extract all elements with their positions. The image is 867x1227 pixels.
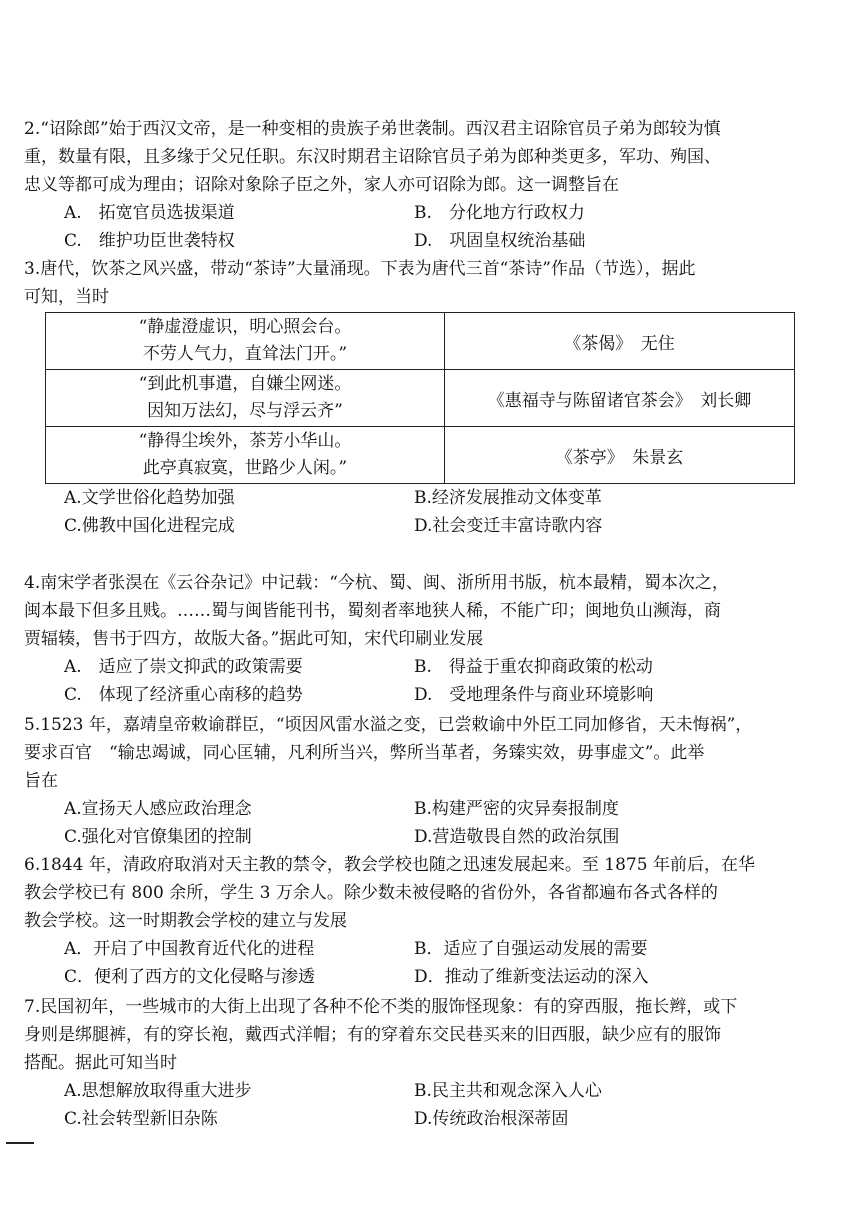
option-a[interactable]: A.文学世俗化趋势加强 [64,488,235,508]
option-d[interactable]: D．推动了维新变法运动的深入 [414,967,649,987]
question-5-line: 5.1523 年，嘉靖皇帝敕谕群臣，“顷因风雷水溢之变，已尝敕谕中外臣工同加修省，天未悔祸”， [24,715,753,735]
poem-source-cell: 《惠福寺与陈留诸官茶会》 刘长卿 [445,370,795,427]
option-a[interactable]: A.宣扬天人感应政治理念 [64,799,252,819]
question-2-line: 重，数量有限，且多缘于父兄任职。东汉时期君主诏除官员子弟为郎种类更多，军功、殉国、 [24,147,721,167]
question-3 [24,255,824,311]
question-4 [24,569,824,709]
option-d[interactable]: D. 受地理条件与商业环境影响 [414,685,654,705]
question-6-options-row [24,963,824,991]
poem-line: “静得尘埃外，茶芳小华山。 [138,431,352,451]
poem-line: 因知万法幻，尽与浮云齐” [147,401,343,421]
question-2-options-row [24,227,824,255]
question-6-line: 教会学校。这一时期教会学校的建立与发展 [24,911,347,931]
option-b[interactable]: B.民主共和观念深入人心 [414,1081,602,1101]
question-7-line: 7.民国初年，一些城市的大街上出现了各种不伦不类的服饰怪现象：有的穿西服，拖长辫，或下 [24,997,738,1017]
question-7 [24,993,824,1133]
option-d[interactable]: D.社会变迁丰富诗歌内容 [414,516,603,536]
poem-cell [46,427,445,484]
option-c[interactable]: C. 体现了经济重心南移的趋势 [64,685,303,705]
option-b[interactable]: B.构建严密的灾异奏报制度 [414,799,619,819]
poem-cell [46,313,445,370]
question-3-options-row [24,512,824,540]
option-c[interactable]: C.社会转型新旧杂陈 [64,1109,218,1129]
question-5 [24,711,824,851]
option-b[interactable]: B．适应了自强运动发展的需要 [414,939,648,959]
question-7-options-row [24,1077,824,1105]
table-row [46,313,795,370]
question-3-options [24,484,824,540]
question-7-line: 搭配。据此可知当时 [24,1053,177,1073]
question-6-line: 6.1844 年，清政府取消对天主教的禁令，教会学校也随之迅速发展起来。至 1875 年前后，在华 [24,855,755,875]
poem-line: 此亭真寂寞，世路少人闲。” [142,458,348,478]
option-b[interactable]: B.经济发展推动文体变革 [414,488,602,508]
question-2 [24,115,824,255]
question-7-line: 身则是绑腿裤，有的穿长袍，戴西式洋帽；有的穿着东交民巷买来的旧西服，缺少应有的服饰 [24,1025,721,1045]
question-4-line: 闽本最下但多且贱。……蜀与闽皆能刊书，蜀刻者率地狭人稀，不能广印；闽地负山濒海，商 [24,601,721,621]
poem-source-cell: 《茶偈》 无住 [445,313,795,370]
option-a[interactable]: A. 拓宽官员选拔渠道 [64,203,235,223]
question-4-line: 4.南宋学者张淏在《云谷杂记》中记载：“今杭、蜀、闽、浙所用书版，杭本最精，蜀本次之， [24,573,729,593]
option-a[interactable]: A. 适应了崇文抑武的政策需要 [64,657,303,677]
option-a[interactable]: A.思想解放取得重大进步 [64,1081,252,1101]
question-2-line: 忠义等都可成为理由；诏除对象除子臣之外，家人亦可诏除为郎。这一调整旨在 [24,175,619,195]
option-b[interactable]: B. 分化地方行政权力 [414,203,585,223]
option-c[interactable]: C.佛教中国化进程完成 [64,516,235,536]
table-row [46,370,795,427]
poem-line: “到此机事遣，自嫌尘网迷。 [138,374,352,394]
option-d[interactable]: D. 巩固皇权统治基础 [414,231,586,251]
question-3-line: 3.唐代，饮茶之风兴盛，带动“茶诗”大量涌现。下表为唐代三首“茶诗”作品（节选），据此 [24,259,696,279]
question-3-line: 可知，当时 [24,287,109,307]
option-b[interactable]: B. 得益于重农抑商政策的松动 [414,657,653,677]
option-c[interactable]: C. 维护功臣世袭特权 [64,231,235,251]
question-5-line: 旨在 [24,771,58,791]
table-row [46,427,795,484]
question-6-options-row [24,935,824,963]
question-6 [24,851,824,991]
question-4-options-row [24,653,824,681]
option-c[interactable]: C.强化对官僚集团的控制 [64,827,252,847]
question-4-line: 贾辐辏，售书于四方，故版大备。”据此可知，宋代印刷业发展 [24,629,484,649]
poem-cell [46,370,445,427]
poem-line: “静虚澄虚识，明心照会台。 [138,317,352,337]
question-2-options-row [24,199,824,227]
tea-poem-table [45,312,795,484]
poem-source-cell: 《茶亭》 朱景玄 [445,427,795,484]
question-4-options-row [24,681,824,709]
question-2-line: 2.“诏除郎”始于西汉文帝，是一种变相的贵族子弟世袭制。西汉君主诏除官员子弟为郎较为慎 [24,119,721,139]
question-3-options-row [24,484,824,512]
option-c[interactable]: C．便利了西方的文化侵略与渗透 [64,967,316,987]
question-7-options-row [24,1105,824,1133]
poem-line: 不劳人气力，直耸法门开。” [142,344,348,364]
question-5-options-row [24,823,824,851]
option-d[interactable]: D.营造敬畏自然的政治氛围 [414,827,620,847]
question-5-options-row [24,795,824,823]
question-5-line: 要求百官 “输忠竭诚，同心匡辅，凡利所当兴，弊所当革者，务臻实效，毋事虚文”。此举 [24,743,705,763]
question-6-line: 教会学校已有 800 余所，学生 3 万余人。除少数未被侵略的省份外，各省都遍布各式各样的 [24,883,718,903]
option-d[interactable]: D.传统政治根深蒂固 [414,1109,569,1129]
page-edge-mark [6,1142,34,1144]
option-a[interactable]: A．开启了中国教育近代化的进程 [64,939,315,959]
